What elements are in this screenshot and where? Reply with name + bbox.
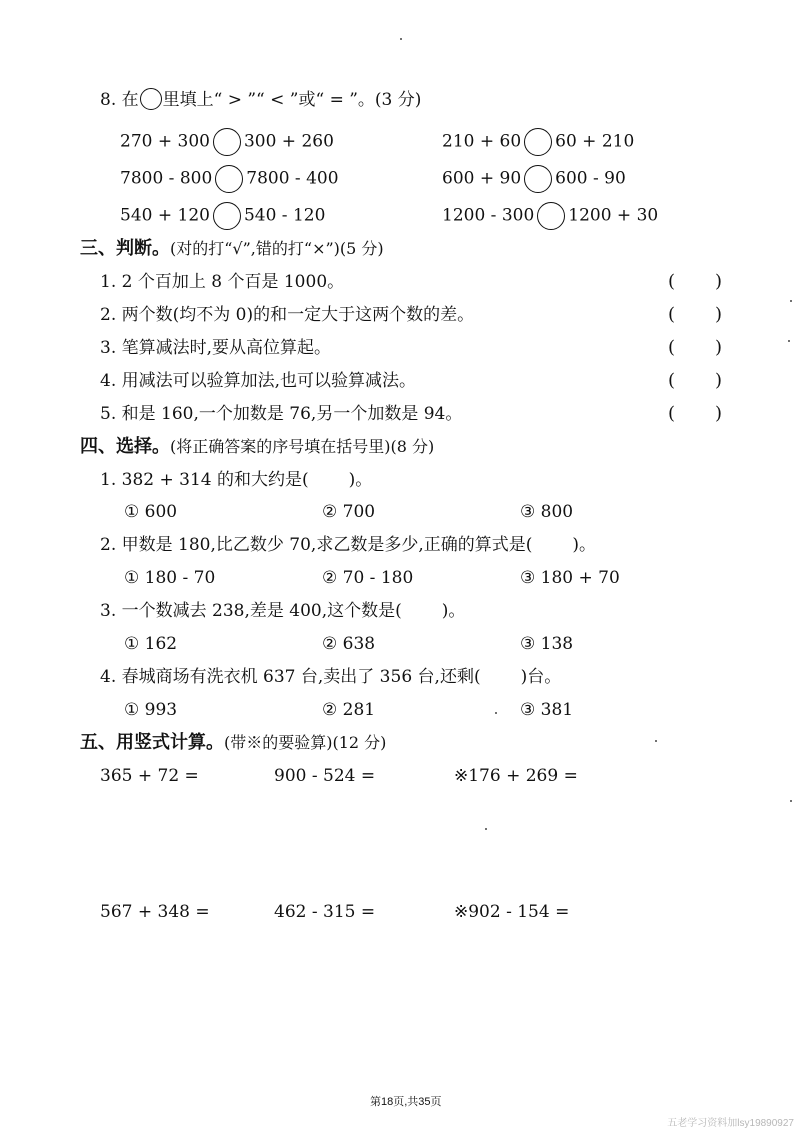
calc-problem-2: 900 - 524 =	[274, 766, 376, 786]
choice-2-option-3: ③ 180 + 70	[520, 568, 620, 588]
compare-circle[interactable]	[215, 165, 243, 193]
scan-speck	[788, 340, 790, 342]
question-text: 4. 春城商场有洗衣机 637 台,卖出了 356 台,还剩(	[100, 667, 481, 687]
q8-row-2-right	[442, 165, 626, 193]
section-5-title: 五、用竖式计算。	[80, 732, 224, 753]
scan-speck	[655, 740, 657, 742]
q8-expr: 7800 - 400	[246, 168, 339, 189]
paren-open: (	[668, 370, 676, 391]
judge-item-2: 2. 两个数(均不为 0)的和一定大于这两个数的差。	[100, 305, 475, 325]
q8-expr: 7800 - 800	[120, 168, 213, 189]
scan-speck	[485, 828, 487, 830]
paren-close: )	[715, 337, 723, 358]
calc-problem-3: ※176 + 269 =	[454, 766, 578, 786]
question-text-end: )。	[348, 470, 373, 490]
choice-question-3	[100, 599, 465, 623]
section-5-note: (带※的要验算)(12 分)	[224, 733, 387, 752]
choice-2-option-1: ① 180 - 70	[124, 568, 216, 588]
calc-problem-6: ※902 - 154 =	[454, 902, 570, 922]
scan-speck	[790, 300, 792, 302]
section-4-note: (将正确答案的序号填在括号里)(8 分)	[170, 437, 435, 456]
choice-4-option-1: ① 993	[124, 700, 178, 720]
judge-answer-1[interactable]	[668, 270, 722, 294]
q8-expr: 540 - 120	[243, 205, 326, 226]
q8-expr: 1200 + 30	[568, 205, 659, 226]
q8-expr: 600 + 90	[442, 168, 522, 189]
calc-problem-5: 462 - 315 =	[274, 902, 376, 922]
calc-problem-4: 567 + 348 =	[100, 902, 210, 922]
q8-expr: 540 + 120	[120, 205, 210, 226]
q8-title-rest: 里填上“ > ”“ < ”或“ = ”。(3 分)	[162, 90, 422, 110]
paren-open: (	[668, 304, 676, 325]
paren-open: (	[668, 337, 676, 358]
q8-row-3-left	[120, 202, 325, 230]
choice-4-option-3: ③ 381	[520, 700, 574, 720]
compare-circle[interactable]	[524, 165, 552, 193]
choice-4-option-2: ② 281	[322, 700, 376, 720]
q8-expr: 210 + 60	[442, 131, 522, 152]
choice-3-option-2: ② 638	[322, 634, 376, 654]
question-text-end: )台。	[520, 667, 562, 687]
choice-1-option-1: ① 600	[124, 502, 178, 522]
judge-answer-3[interactable]	[668, 336, 722, 360]
paren-close: )	[715, 370, 723, 391]
section-3-heading	[80, 237, 384, 261]
paren-close: )	[715, 271, 723, 292]
judge-item-3: 3. 笔算减法时,要从高位算起。	[100, 338, 332, 358]
choice-question-1	[100, 468, 372, 492]
choice-1-option-3: ③ 800	[520, 502, 574, 522]
judge-answer-5[interactable]	[668, 402, 722, 426]
q8-row-1-right	[442, 128, 634, 156]
compare-circle[interactable]	[213, 128, 241, 156]
choice-1-option-2: ② 700	[322, 502, 376, 522]
q8-expr: 1200 - 300	[442, 205, 535, 226]
compare-circle[interactable]	[213, 202, 241, 230]
judge-item-5: 5. 和是 160,一个加数是 76,另一个加数是 94。	[100, 404, 463, 424]
judge-item-1: 1. 2 个百加上 8 个百是 1000。	[100, 272, 345, 292]
question-text: 1. 382 + 314 的和大约是(	[100, 470, 309, 490]
q8-row-3-right	[442, 202, 658, 230]
section-3-note: (对的打“√”,错的打“×”)(5 分)	[170, 239, 384, 258]
choice-3-option-1: ① 162	[124, 634, 178, 654]
q8-expr: 600 - 90	[555, 168, 626, 189]
q8-expr: 300 + 260	[243, 131, 334, 152]
scan-speck	[495, 712, 497, 714]
section-3-title: 三、判断。	[80, 238, 170, 259]
choice-3-option-3: ③ 138	[520, 634, 574, 654]
compare-circle[interactable]	[524, 128, 552, 156]
question-text-end: )。	[441, 601, 466, 621]
page-number-footer: 第18页,共35页	[370, 1096, 442, 1108]
compare-circle[interactable]	[537, 202, 565, 230]
q8-row-2-left	[120, 165, 339, 193]
paren-close: )	[715, 304, 723, 325]
paren-open: (	[668, 403, 676, 424]
judge-answer-4[interactable]	[668, 369, 722, 393]
choice-2-option-2: ② 70 - 180	[322, 568, 414, 588]
paren-close: )	[715, 403, 723, 424]
q8-title	[100, 88, 421, 112]
judge-answer-2[interactable]	[668, 303, 722, 327]
q8-expr: 60 + 210	[555, 131, 635, 152]
q8-expr: 270 + 300	[120, 131, 210, 152]
choice-question-2	[100, 533, 596, 557]
q8-row-1-left	[120, 128, 334, 156]
scan-speck	[400, 38, 402, 40]
watermark-text: 五老学习资料加lsy19890927	[667, 1118, 794, 1129]
question-text: 3. 一个数减去 238,差是 400,这个数是(	[100, 601, 402, 621]
q8-title-prefix: 8. 在	[100, 90, 139, 110]
question-text: 2. 甲数是 180,比乙数少 70,求乙数是多少,正确的算式是(	[100, 535, 533, 555]
judge-item-4: 4. 用减法可以验算加法,也可以验算减法。	[100, 371, 417, 391]
choice-question-4	[100, 665, 561, 689]
scan-speck	[790, 800, 792, 802]
question-text-end: )。	[572, 535, 596, 555]
q8-title-circle	[140, 88, 162, 110]
section-4-heading	[80, 435, 434, 459]
paren-open: (	[668, 271, 676, 292]
section-5-heading	[80, 731, 386, 755]
section-4-title: 四、选择。	[80, 436, 170, 457]
calc-problem-1: 365 + 72 =	[100, 766, 199, 786]
